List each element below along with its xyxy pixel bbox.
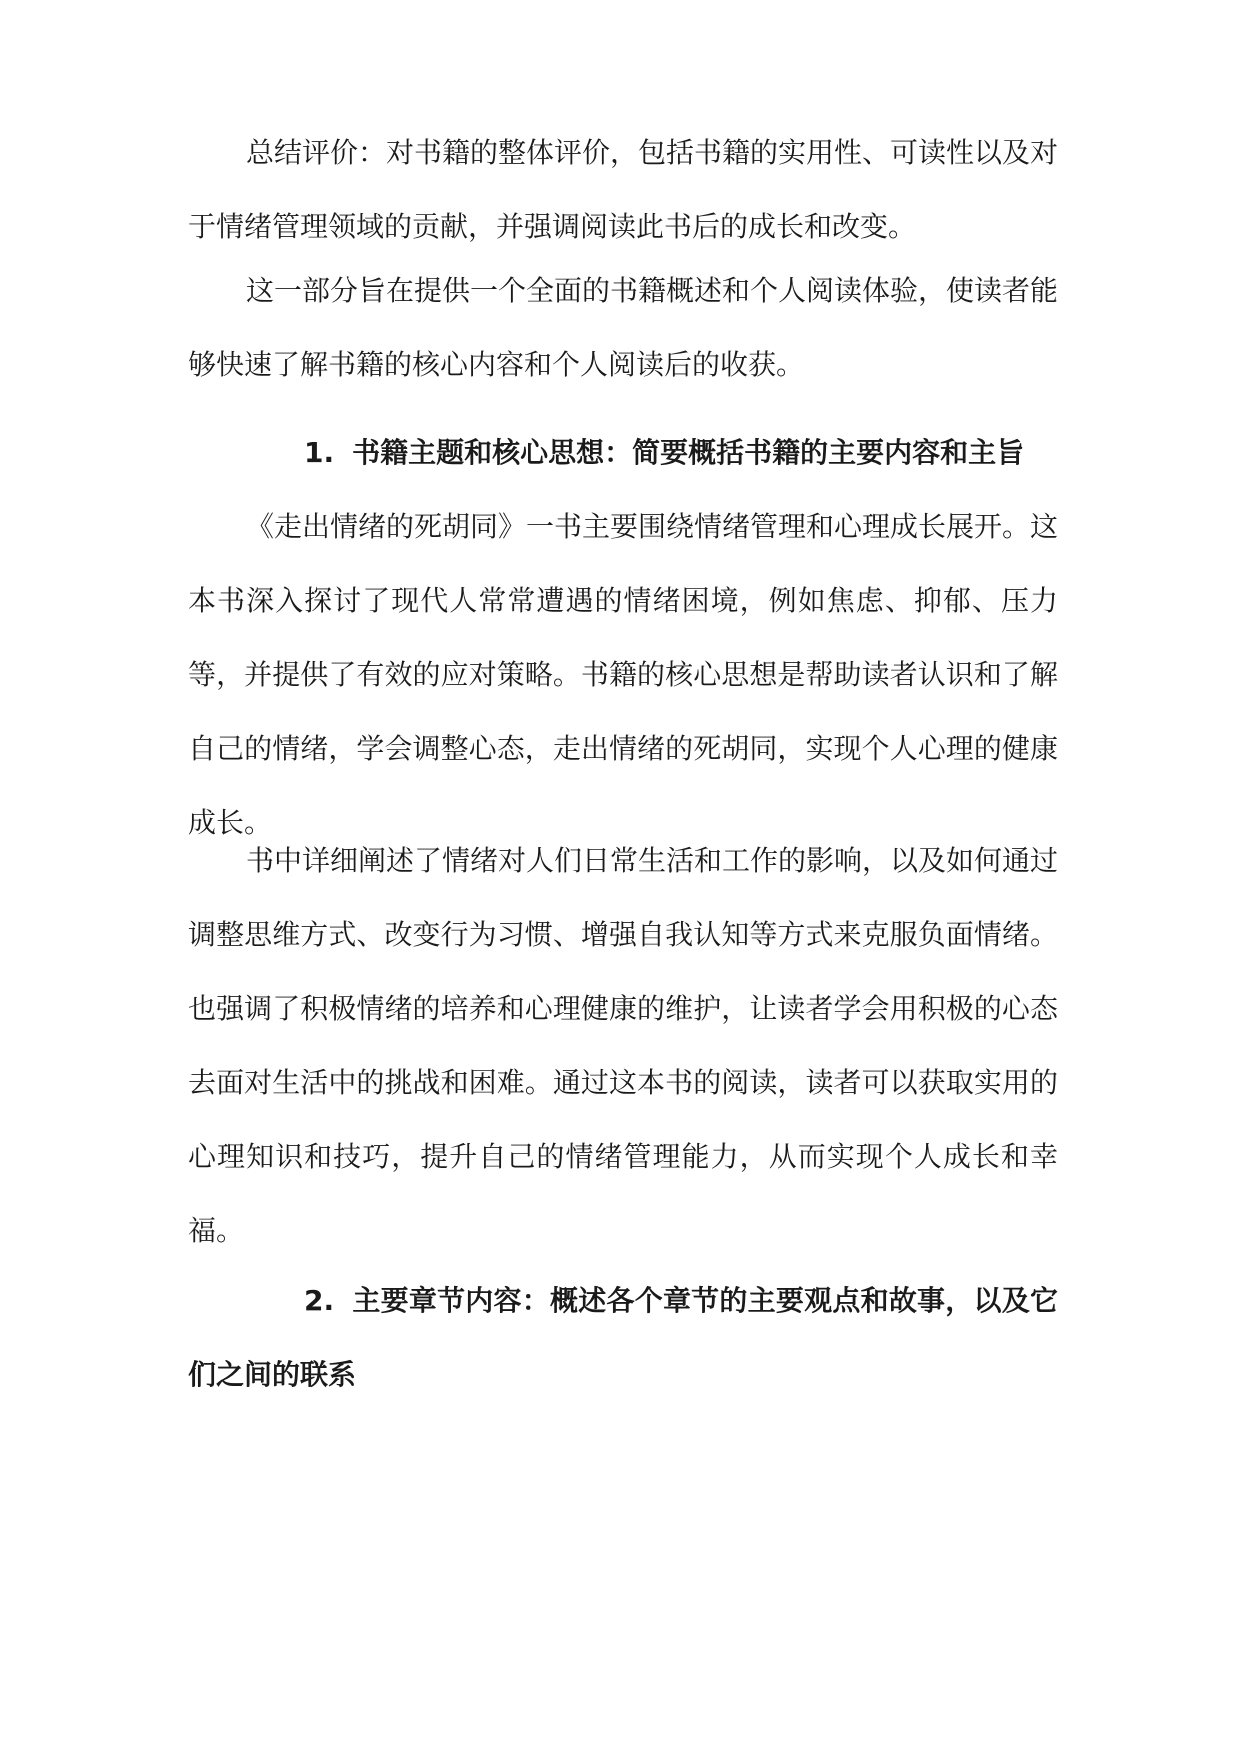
paragraph-book-details: 书中详细阐述了情绪对人们日常生活和工作的影响，以及如何通过调整思维方式、改变行为习惯、增强自我认知等方式来克服负面情绪。也强调了积极情绪的培养和心理健康的维护，让读者学会用积极的心态去面对生活中的挑战和困难。通过这本书的阅读，读者可以获取实用的心理知识和技巧，提升自己的情绪管理能力，从而实现个人成长和幸福。 [188,844,1059,1247]
heading-main-chapters [188,1264,1058,1412]
heading-number: 2. [304,1284,335,1317]
heading-number: 1. [304,436,335,469]
heading-text: 书籍主题和核心思想：简要概括书籍的主要内容和主旨 [352,436,1025,469]
paragraph-book-core-idea: 《走出情绪的死胡同》一书主要围绕情绪管理和心理成长展开。这本书深入探讨了现代人常常遭遇的情绪困境，例如焦虑、抑郁、压力等，并提供了有效的应对策略。书籍的核心思想是帮助读者认识和了解自己的情绪，学会调整心态，走出情绪的死胡同，实现个人心理的健康成长。 [188,510,1059,839]
paragraph-section-purpose: 这一部分旨在提供一个全面的书籍概述和个人阅读体验，使读者能够快速了解书籍的核心内容和个人阅读后的收获。 [188,274,1059,381]
heading-book-theme [188,416,1058,490]
heading-text: 主要章节内容：概述各个章节的主要观点和故事，以及它们之间的联系 [188,1284,1058,1391]
paragraph-summary-evaluation: 总结评价：对书籍的整体评价，包括书籍的实用性、可读性以及对于情绪管理领域的贡献，并强调阅读此书后的成长和改变。 [188,136,1059,243]
